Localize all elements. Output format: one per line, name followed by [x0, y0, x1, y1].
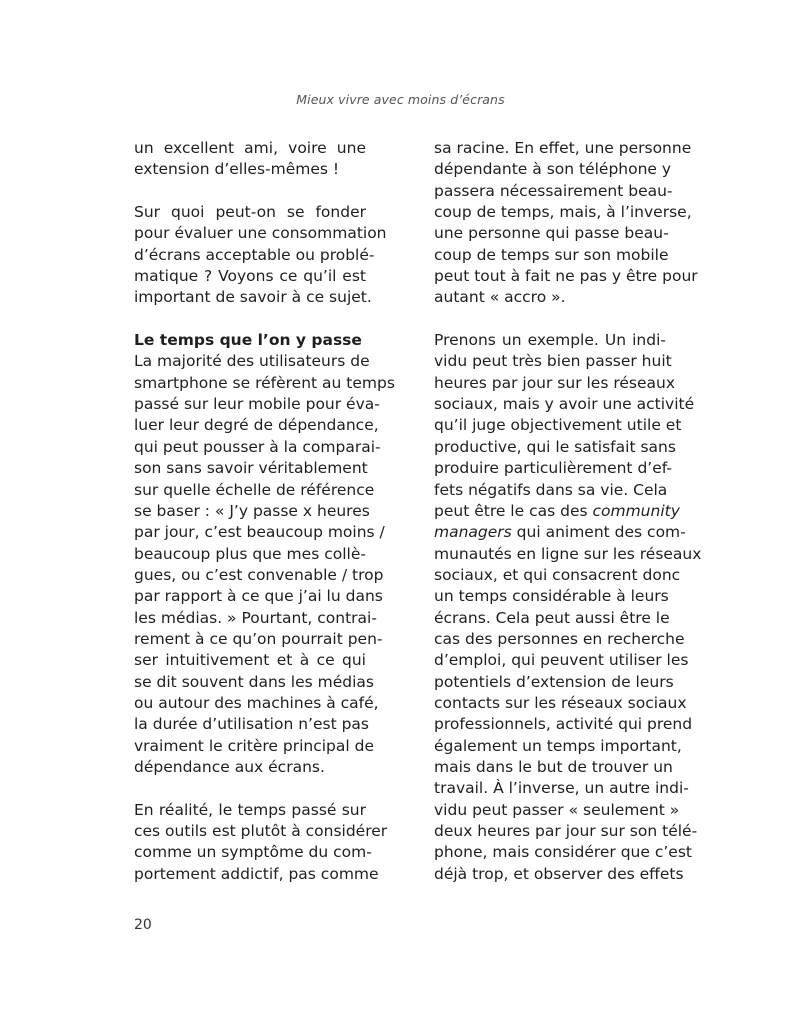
- text-line: par jour, c’est beaucoup moins /: [134, 523, 385, 542]
- running-header: Mieux vivre avec moins d’écrans: [296, 92, 505, 107]
- text-line: ou autour des machines à café,: [134, 693, 379, 712]
- text-line: cas des personnes en recherche: [434, 629, 685, 648]
- text-line: écrans. Cela peut aussi être le: [434, 608, 670, 627]
- text-line: gues, ou c’est convenable / trop: [134, 565, 384, 584]
- text-line: coup de temps sur son mobile: [434, 245, 669, 264]
- text-line: coup de temps, mais, à l’inverse,: [434, 203, 692, 222]
- text-line: pour évaluer une consommation: [134, 224, 387, 243]
- text-line: phone, mais considérer que c’est: [434, 843, 692, 862]
- text-line: sociaux, mais y avoir une activité: [434, 395, 695, 414]
- text-line: professionnels, activité qui prend: [434, 715, 693, 734]
- text-line: dépendance aux écrans.: [134, 757, 325, 776]
- text-line: qui peut pousser à la comparai-: [134, 437, 381, 456]
- text-line: matique ? Voyons ce qu’il est: [134, 267, 366, 286]
- text-line: passé sur leur mobile pour éva-: [134, 395, 380, 414]
- right-text-column: [434, 138, 702, 885]
- text-line: important de savoir à ce sujet.: [134, 288, 372, 307]
- text-line: un temps considérable à leurs: [434, 587, 669, 606]
- text-line: par rapport à ce que j’ai lu dans: [134, 587, 383, 606]
- text-line: sur quelle échelle de référence: [134, 480, 375, 499]
- text-line: sa racine. En effet, une personne: [434, 139, 692, 157]
- text-line: sociaux, et qui consacrent donc: [434, 565, 681, 584]
- text-line: son sans savoir véritablement: [134, 459, 368, 478]
- text-line: La majorité des utilisateurs de: [134, 352, 370, 371]
- text-line: produire particulièrement d’ef-: [434, 459, 672, 478]
- text-line: passera nécessairement beau-: [434, 181, 673, 200]
- text-line: déjà trop, et observer des effets: [434, 864, 684, 883]
- paragraph-gap: [134, 309, 366, 330]
- text-line: productive, qui le satisfait sans: [434, 437, 676, 456]
- text-line: managers qui animent des com-: [434, 523, 686, 542]
- page-number: 20: [134, 917, 152, 933]
- text-line: ces outils est plutôt à considérer: [134, 822, 388, 840]
- text-line: portement addictif, pas comme: [134, 864, 379, 883]
- text-line: d’emploi, qui peuvent utiliser les: [434, 651, 689, 670]
- text-line: ser intuitivement et à ce qui: [134, 651, 366, 670]
- text-line: vidu peut très bien passer huit: [434, 352, 672, 371]
- text-line: extension d’elles-mêmes !: [134, 160, 340, 179]
- text-line: deux heures par jour sur son télé-: [434, 822, 698, 840]
- text-line: qu’il juge objectivement utile et: [434, 416, 682, 435]
- text-line: luer leur degré de dépendance,: [134, 416, 379, 435]
- text-line: heures par jour sur les réseaux: [434, 373, 676, 392]
- text-line: se dit souvent dans les médias: [134, 672, 374, 691]
- italic-term: managers: [434, 523, 512, 542]
- text-line: autant « accro ».: [434, 288, 566, 307]
- text-line: peut être le cas des community: [434, 501, 680, 520]
- text-line: munautés en ligne sur les réseaux: [434, 544, 702, 563]
- text-line: vidu peut passer « seulement »: [434, 800, 680, 819]
- paragraph-gap: [434, 309, 666, 330]
- text-line: potentiels d’extension de leurs: [434, 672, 674, 691]
- text-line: rement à ce qu’on pourrait pen-: [134, 629, 383, 648]
- text-line: vraiment le critère principal de: [134, 736, 375, 755]
- paragraph-gap: [134, 778, 366, 799]
- text-line: smartphone se réfèrent au temps: [134, 373, 395, 392]
- text-line: la durée d’utilisation n’est pas: [134, 715, 369, 734]
- text-line: Sur quoi peut-on se fonder: [134, 203, 366, 222]
- text-line: contacts sur les réseaux sociaux: [434, 693, 687, 712]
- text-line: également un temps important,: [434, 736, 682, 755]
- text-line: comme un symptôme du com-: [134, 843, 372, 862]
- text-line: mais dans le but de trouver un: [434, 757, 673, 776]
- text-line: peut tout à fait ne pas y être pour: [434, 267, 698, 286]
- text-line: beaucoup plus que mes collè-: [134, 544, 366, 563]
- text-line: En réalité, le temps passé sur: [134, 800, 366, 819]
- text-line: fets négatifs dans sa vie. Cela: [434, 480, 668, 499]
- text-line: dépendante à son téléphone y: [434, 160, 672, 179]
- text-line: une personne qui passe beau-: [434, 224, 669, 243]
- left-text-column: [134, 138, 395, 885]
- section-heading: Le temps que l’on y passe: [134, 331, 362, 350]
- text-line: se baser : « J’y passe x heures: [134, 501, 370, 520]
- text-line: les médias. » Pourtant, contrai-: [134, 608, 377, 627]
- text-line: travail. À l’inverse, un autre indi-: [434, 779, 689, 798]
- text-line: un excellent ami, voire une: [134, 139, 366, 157]
- text-line: d’écrans acceptable ou problé-: [134, 245, 375, 264]
- italic-term: community: [592, 501, 680, 520]
- paragraph-gap: [134, 181, 366, 202]
- text-line: Prenons un exemple. Un indi-: [434, 331, 666, 350]
